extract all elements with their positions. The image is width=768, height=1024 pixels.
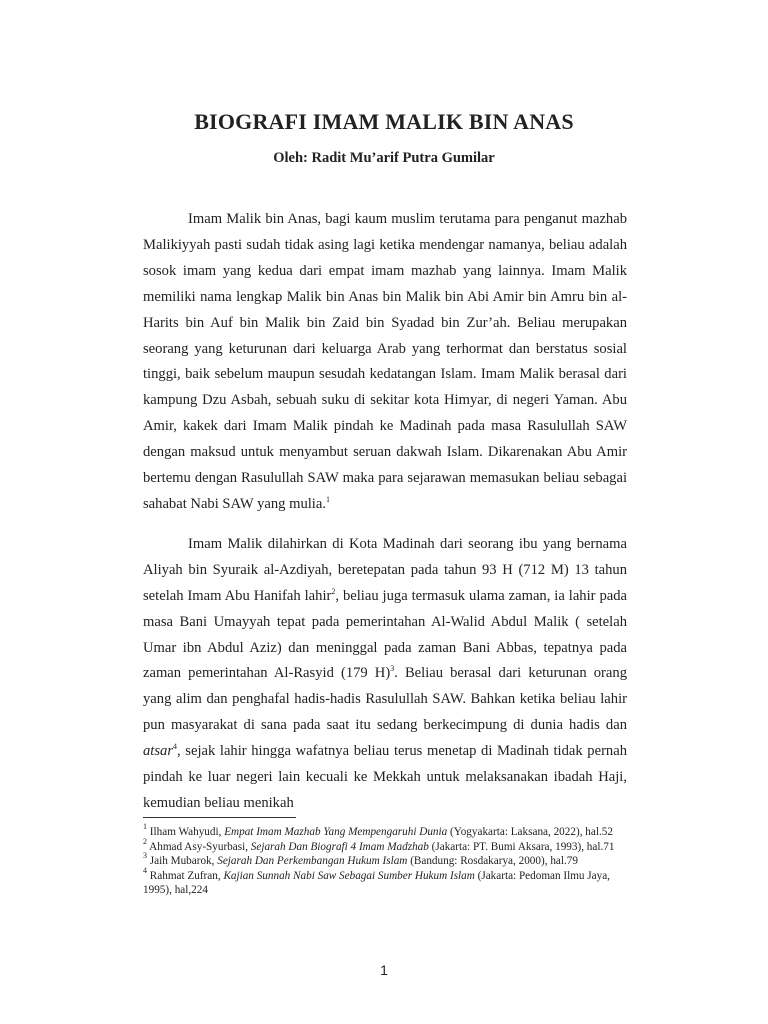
footnote-number: 4 bbox=[143, 865, 147, 875]
footnote-text: Ahmad Asy-Syurbasi, bbox=[147, 840, 251, 853]
footnotes bbox=[143, 822, 627, 898]
footnote-text: (Bandung: Rosdakarya, 2000), hal.79 bbox=[407, 855, 578, 868]
footnote-separator bbox=[143, 817, 296, 818]
footnote-text: Ilham Wahyudi, bbox=[147, 826, 225, 838]
paragraph-2 bbox=[143, 532, 627, 817]
author-line: Oleh: Radit Mu’arif Putra Gumilar bbox=[273, 150, 495, 166]
paragraph-1 bbox=[143, 207, 627, 518]
paragraph-2-text-d: , sejak lahir hingga wafatnya beliau terus menetap di Madinah tidak pernah pindah ke luar negeri lain kecuali ke Mekkah untuk melaksanakan ibadah Haji, kemudian beliau menikah bbox=[143, 743, 627, 811]
paragraph-2-italic-term: atsar bbox=[143, 743, 174, 760]
footnote-title: Kajian Sunnah Nabi Saw Sebagai Sumber Hukum Islam bbox=[223, 869, 475, 882]
footnote-ref-1[interactable]: 1 bbox=[325, 494, 330, 504]
footnote-text: Rahmat Zufran, bbox=[147, 869, 224, 882]
footnote-3 bbox=[143, 851, 627, 869]
footnote-title: Sejarah Dan Perkembangan Hukum Islam bbox=[217, 855, 408, 868]
footnote-number: 1 bbox=[143, 822, 147, 831]
footnote-2 bbox=[143, 836, 627, 855]
page-number: 1 bbox=[380, 962, 388, 978]
paragraph-2-text-c: . Beliau berasal dari keturunan orang yang alim dan penghafal hadis-hadis Rasulullah SAW. Bahkan ketika beliau lahir pun masyarakat di sana pada saat itu sedang berkecimpung di dunia hadis dan bbox=[143, 665, 627, 734]
paragraph-2-text-a: Imam Malik dilahirkan di Kota Madinah dari seorang ibu yang bernama Aliyah bin Syuraik al-Azdiyah, beretepatan pada tahun 93 H (712 M) 13 tahun setelah Imam Abu Hanifah lahir bbox=[143, 535, 627, 604]
footnote-4 bbox=[143, 865, 627, 898]
footnote-ref-4[interactable]: 4 bbox=[173, 742, 178, 752]
paragraph-2-text-b: , beliau juga termasuk ulama zaman, ia lahir pada masa Bani Umayyah tepat pada pemerintahan Al-Walid Abdul Malik ( setelah Umar ibn Abdul Aziz) dan meninggal pada zaman Bani Abbas, tepatnya pada zaman pemerintahan Al-Rasyid (179 H) bbox=[143, 587, 627, 682]
document-title: BIOGRAFI IMAM MALIK BIN ANAS bbox=[194, 109, 574, 134]
footnote-number: 2 bbox=[143, 836, 147, 846]
footnote-1 bbox=[143, 822, 627, 840]
footnote-ref-2[interactable]: 2 bbox=[331, 586, 336, 596]
footnote-number: 3 bbox=[143, 851, 147, 861]
footnote-text: Jaih Mubarok, bbox=[147, 855, 218, 868]
body-text bbox=[143, 207, 627, 831]
paragraph-1-text: Imam Malik bin Anas, bagi kaum muslim terutama para penganut mazhab Malikiyyah pasti sudah tidak asing lagi ketika mendengar namanya, beliau adalah sosok imam yang kedua dari empat imam mazhab yang lainnya. Imam Malik memiliki nama lengkap Malik bin Anas bin Malik bin Abi Amir bin Amru bin al-Harits bin Auf bin Malik bin Zaid bin Syadad bin Zur’ah. Beliau merupakan seorang yang keturunan dari keluarga Arab yang terhormat dan berstatus sosial tinggi, baik sebelum maupun sesudah kedatangan Islam. Imam Malik berasal dari kampung Dzu Asbah, sebuah suku di sekitar kota Himyar, di negeri Yaman. Abu Amir, kakek dari Imam Malik pindah ke Madinah pada masa Rasulullah SAW dengan maksud untuk menyambut seruan dakwah Islam. Dikarenakan Abu Amir bertemu dengan Rasulullah SAW maka para sejarawan memasukan beliau sebagai sahabat Nabi SAW yang mulia. bbox=[143, 211, 627, 512]
footnote-title: Empat Imam Mazhab Yang Mempengaruhi Dunia bbox=[224, 826, 448, 838]
footnote-text: (Jakarta: PT. Bumi Aksara, 1993), hal.71 bbox=[428, 840, 615, 853]
footnote-text: (Jakarta: Pedoman Ilmu Jaya, 1995), hal,224 bbox=[143, 869, 610, 897]
footnote-text: (Yogyakarta: Laksana, 2022), hal.52 bbox=[447, 826, 613, 838]
footnote-title: Sejarah Dan Biografi 4 Imam Madzhab bbox=[250, 840, 429, 853]
footnote-ref-3[interactable]: 3 bbox=[390, 664, 395, 674]
